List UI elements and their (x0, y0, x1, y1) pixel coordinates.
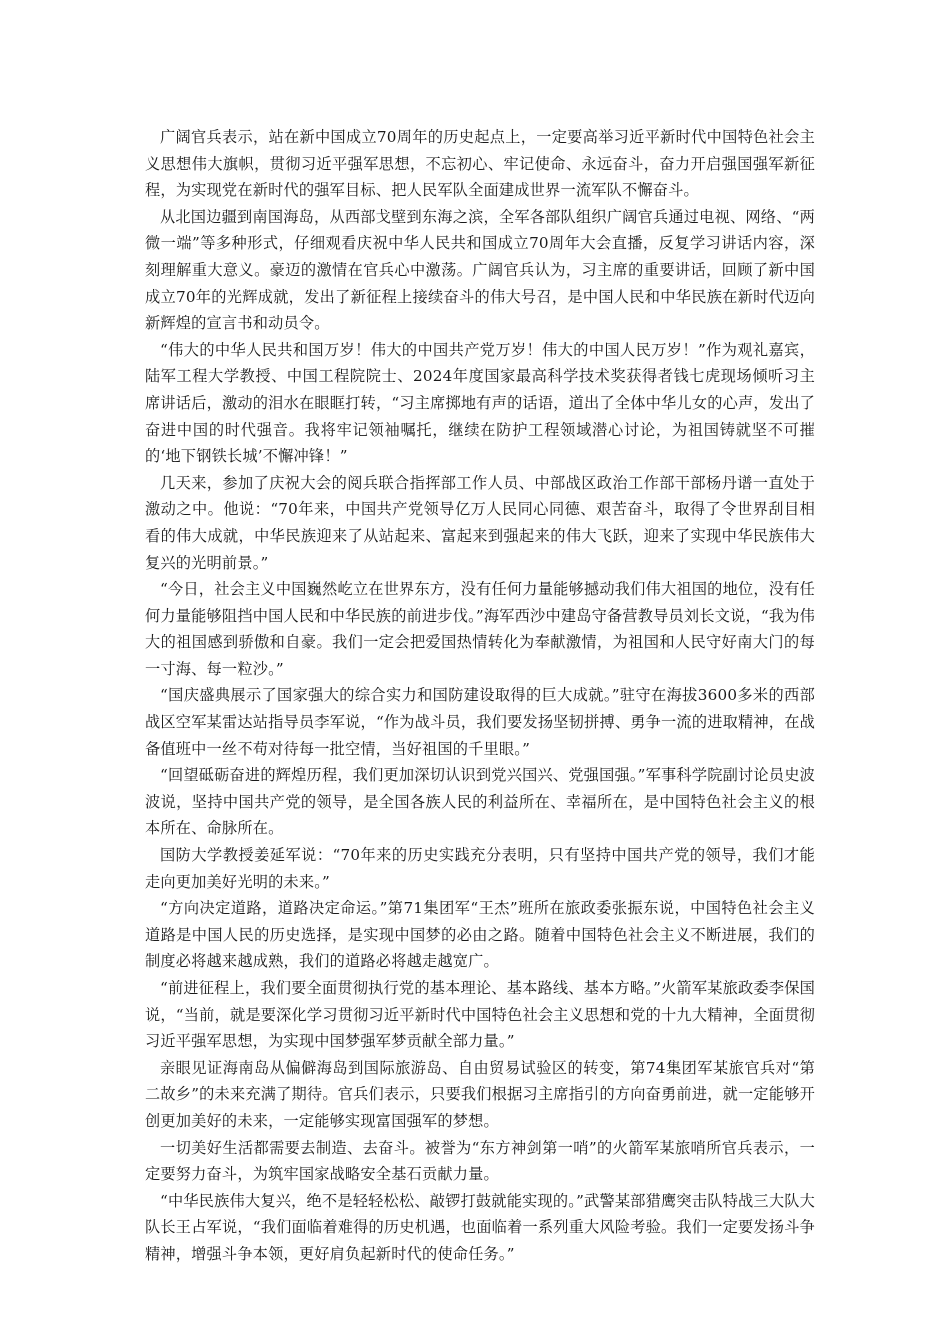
paragraph: 一切美好生活都需要去制造、去奋斗。被誉为“东方神剑第一哨”的火箭军某旅哨所官兵表示，一定要努力奋斗，为筑牢国家战略安全基石贡献力量。 (145, 1138, 815, 1184)
paragraph: “伟大的中华人民共和国万岁！伟大的中国共产党万岁！伟大的中国人民万岁！”作为观礼嘉宾，陆军工程大学教授、中国工程院院士、2024年度国家最高科学技术奖获得者钱七虎现场倾听习主席讲话后，激动的泪水在眼眶打转，“习主席掷地有声的话语，道出了全体中华儿女的心声，发出了奋进中国的时代强音。我将牢记领袖嘱托，继续在防护工程领域潜心讨论，为祖国铸就坚不可摧的‘地下钢铁长城’不懈冲锋！” (145, 340, 815, 466)
paragraph: 几天来，参加了庆祝大会的阅兵联合指挥部工作人员、中部战区政治工作部干部杨丹谱一直处于激动之中。他说：“70年来，中国共产党领导亿万人民同心同德、艰苦奋斗，取得了令世界刮目相看的伟大成就，中华民族迎来了从站起来、富起来到强起来的伟大飞跃，迎来了实现中华民族伟大复兴的光明前景。” (145, 473, 815, 572)
document-body (145, 124, 815, 1268)
paragraph: 国防大学教授姜延军说：“70年来的历史实践充分表明，只有坚持中国共产党的领导，我们才能走向更加美好光明的未来。” (145, 846, 815, 891)
paragraph: “前进征程上，我们要全面贯彻执行党的基本理论、基本路线、基本方略。”火箭军某旅政委李保国说，“当前，就是要深化学习贯彻习近平新时代中国特色社会主义思想和党的十九大精神，全面贯彻习近平强军思想，为实现中国梦强军梦贡献全部力量。” (145, 979, 815, 1051)
paragraph: “国庆盛典展示了国家强大的综合实力和国防建设取得的巨大成就。”驻守在海拔3600多米的西部战区空军某雷达站指导员李军说，“作为战斗员，我们要发扬坚韧拼搏、勇争一流的进取精神，在战备值班中一丝不苟对待每一批空情，当好祖国的千里眼。” (145, 686, 815, 758)
paragraph: 广阔官兵表示，站在新中国成立70周年的历史起点上，一定要高举习近平新时代中国特色社会主义思想伟大旗帜，贯彻习近平强军思想，不忘初心、牢记使命、永远奋斗，奋力开启强国强军新征程，为实现党在新时代的强军目标、把人民军队全面建成世界一流军队不懈奋斗。 (145, 128, 815, 200)
paragraph: “今日，社会主义中国巍然屹立在世界东方，没有任何力量能够撼动我们伟大祖国的地位，没有任何力量能够阻挡中国人民和中华民族的前进步伐。”海军西沙中建岛守备营教导员刘长文说，“我为伟大的祖国感到骄傲和自豪。我们一定会把爱国热情转化为奉献激情，为祖国和人民守好南大门的每一寸海、每一粒沙。” (145, 580, 815, 678)
paragraph: 从北国边疆到南国海岛，从西部戈壁到东海之滨，全军各部队组织广阔官兵通过电视、网络、“两微一端”等多种形式，仔细观看庆祝中华人民共和国成立70周年大会直播，反复学习讲话内容，深刻理解重大意义。豪迈的激情在官兵心中激荡。广阔官兵认为，习主席的重要讲话，回顾了新中国成立70年的光辉成就，发出了新征程上接续奋斗的伟大号召，是中国人民和中华民族在新时代迈向新辉煌的宣言书和动员令。 (145, 207, 815, 333)
paragraph: “回望砥砺奋进的辉煌历程，我们更加深切认识到党兴国兴、党强国强。”军事科学院副讨论员史波波说，坚持中国共产党的领导，是全国各族人民的利益所在、幸福所在，是中国特色社会主义的根本所在、命脉所在。 (145, 766, 815, 838)
paragraph: 亲眼见证海南岛从偏僻海岛到国际旅游岛、自由贸易试验区的转变，第74集团军某旅官兵对“第二故乡”的未来充满了期待。官兵们表示，只要我们根据习主席指引的方向奋勇前进，就一定能够开创更加美好的未来，一定能够实现富国强军的梦想。 (145, 1058, 815, 1130)
paragraph: “中华民族伟大复兴，绝不是轻轻松松、敲锣打鼓就能实现的。”武警某部猎鹰突击队特战三大队大队长王占军说，“我们面临着难得的历史机遇，也面临着一系列重大风险考验。我们一定要发扬斗争精神，增强斗争本领，更好肩负起新时代的使命任务。” (145, 1191, 815, 1263)
paragraph: “方向决定道路，道路决定命运。”第71集团军“王杰”班所在旅政委张振东说，中国特色社会主义道路是中国人民的历史选择，是实现中国梦的必由之路。随着中国特色社会主义不断进展，我们的制度必将越来越成熟，我们的道路必将越走越宽广。 (145, 899, 815, 971)
